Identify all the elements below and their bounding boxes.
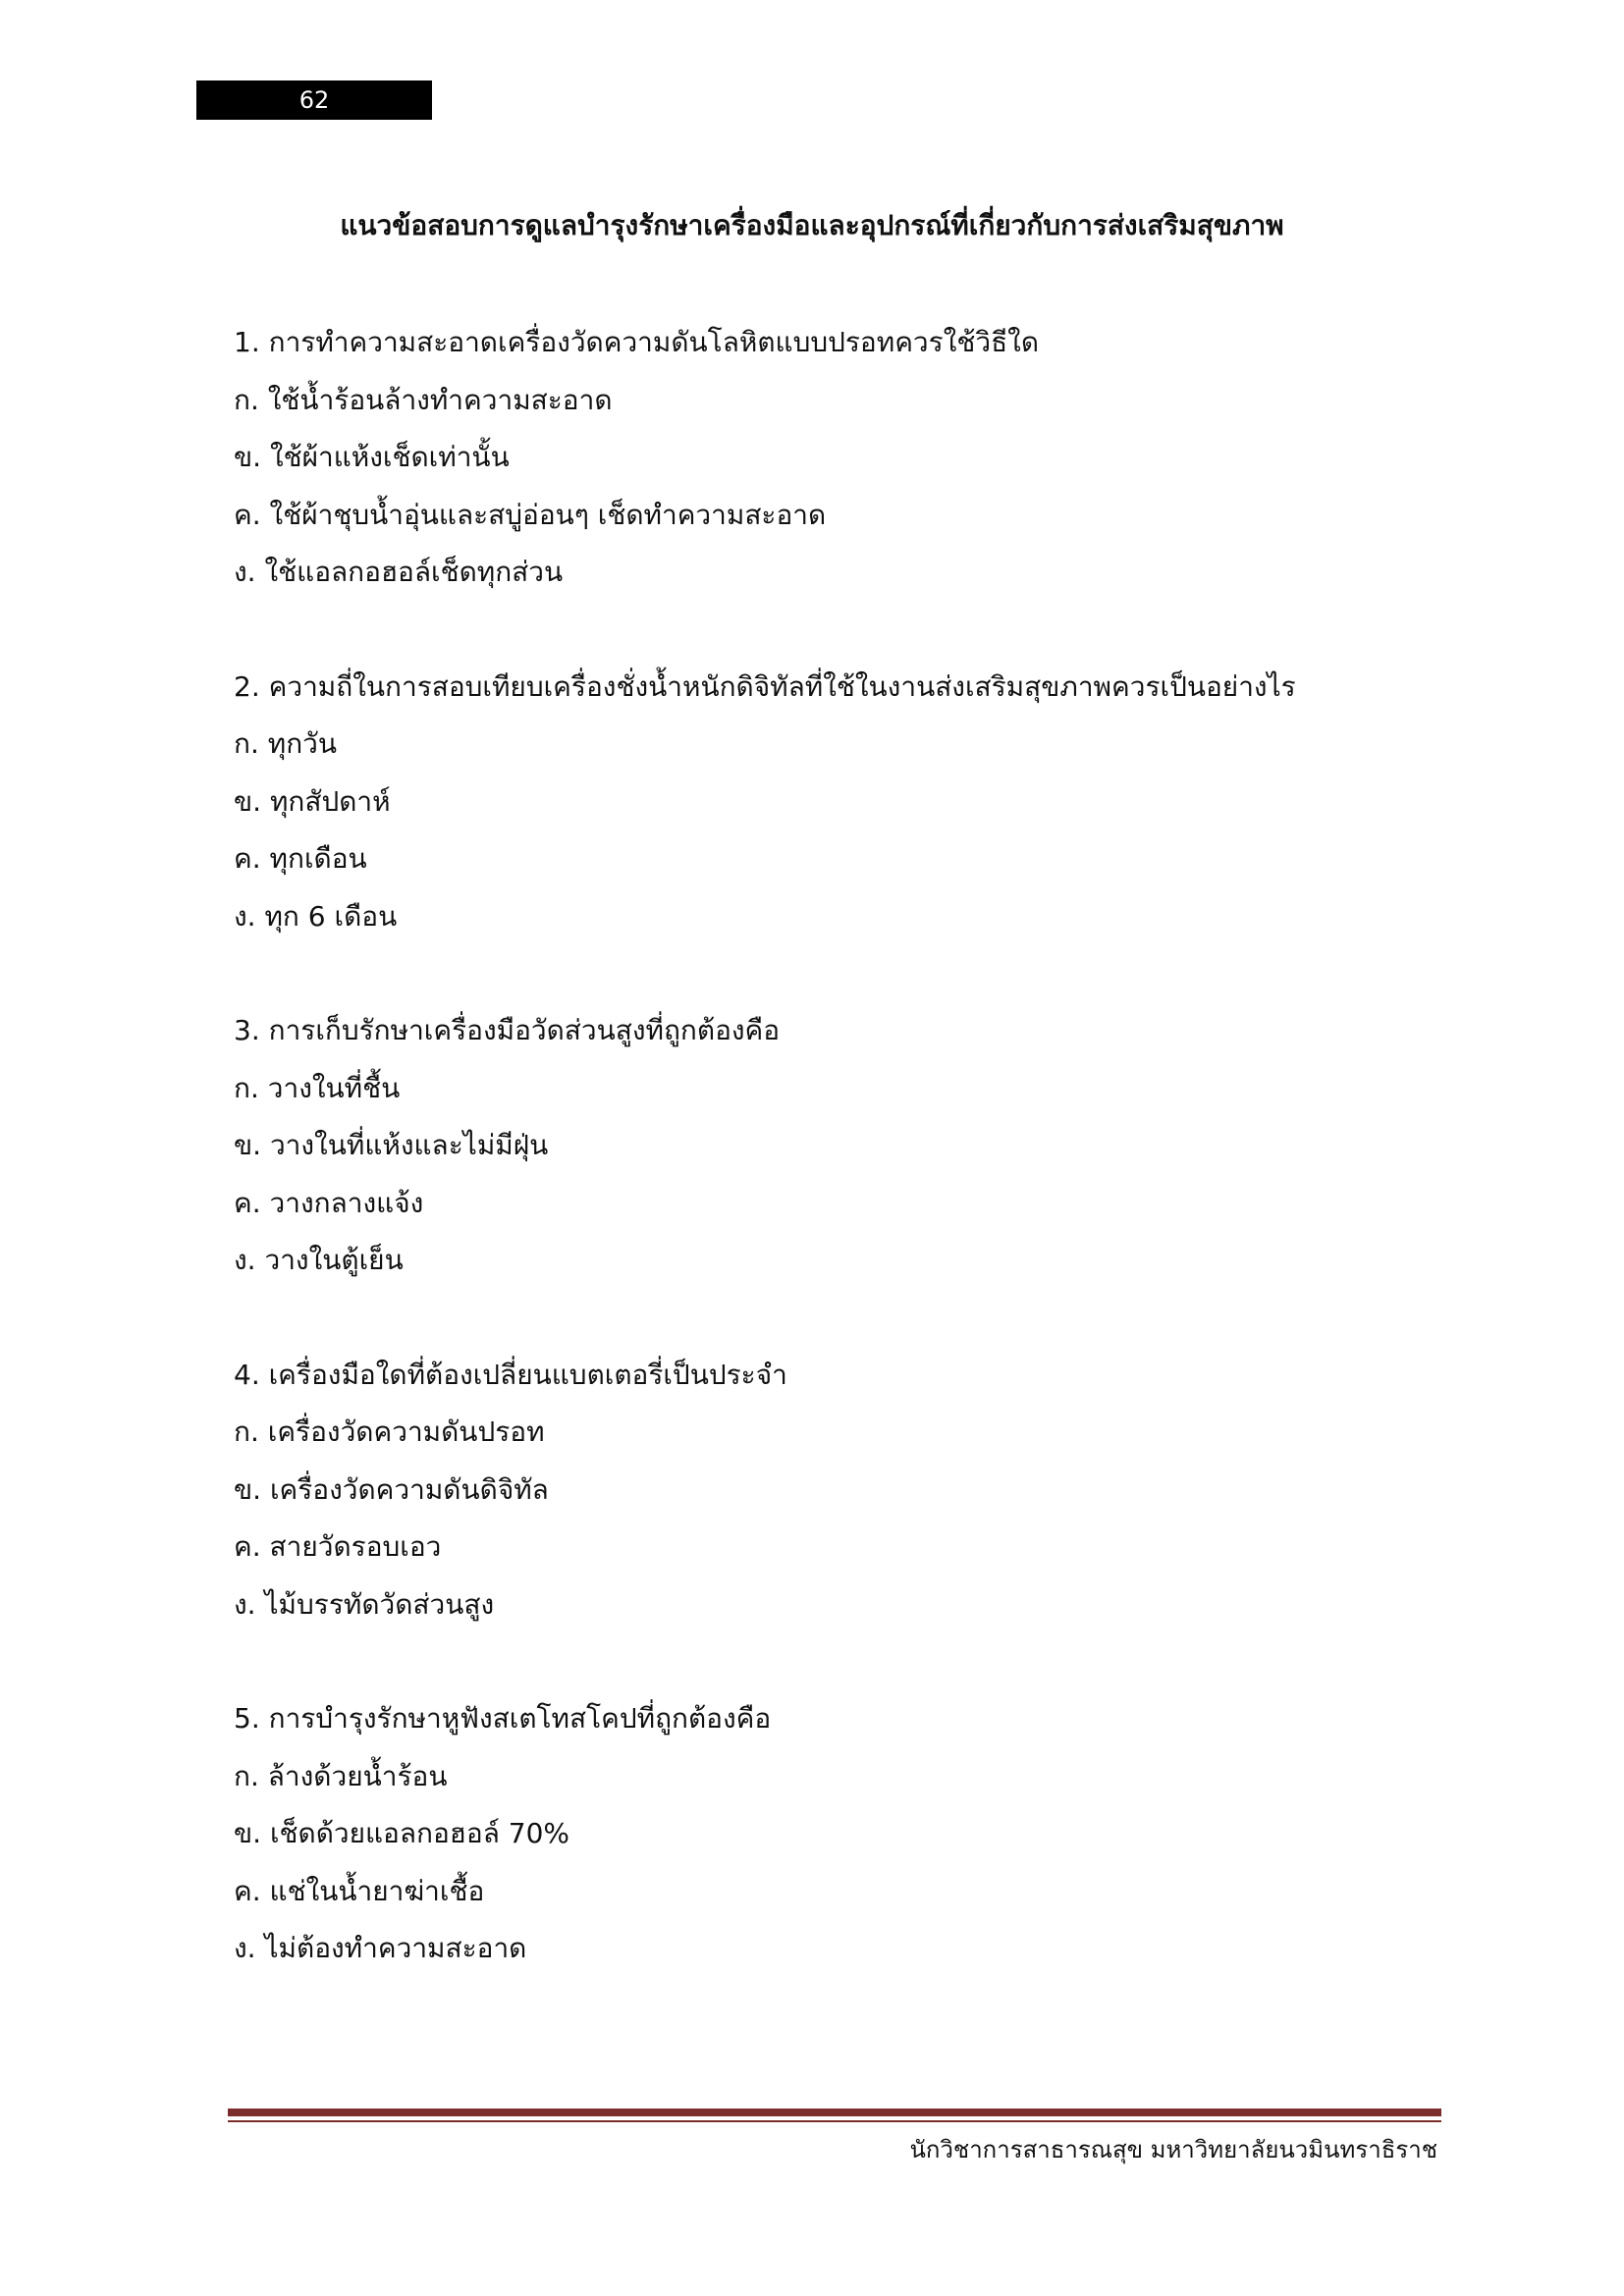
- option-c: ค. ทุกเดือน: [234, 842, 367, 875]
- option-d: ง. ทุก 6 เดือน: [234, 899, 398, 933]
- page-title: แนวข้อสอบการดูแลบำรุงรักษาเครื่องมือและอุปกรณ์ที่เกี่ยวกับการส่งเสริมสุขภาพ: [340, 209, 1284, 241]
- option-b: ข. ใช้ผ้าแห้งเช็ดเท่านั้น: [234, 441, 510, 473]
- option-a: ก. วางในที่ชื้น: [234, 1071, 401, 1104]
- option-a: ก. เครื่องวัดความดันปรอท: [234, 1415, 545, 1448]
- question-text: 1. การทำความสะอาดเครื่องวัดความดันโลหิตแบบปรอทควรใช้วิธีใด: [234, 326, 1040, 358]
- option-a: ก. ใช้น้ำร้อนล้างทำความสะอาด: [234, 383, 613, 416]
- option-a: ก. ทุกวัน: [234, 727, 338, 760]
- question-1: [234, 314, 1412, 602]
- option-c: ค. วางกลางแจ้ง: [234, 1186, 424, 1219]
- option-d: ง. ไม้บรรทัดวัดส่วนสูง: [234, 1587, 495, 1621]
- option-d: ง. วางในตู้เย็น: [234, 1244, 404, 1276]
- question-text: 4. เครื่องมือใดที่ต้องเปลี่ยนแบตเตอรี่เป็นประจำ: [234, 1358, 787, 1391]
- footer-text: นักวิชาการสาธารณสุข มหาวิทยาลัยนวมินทราธิราช: [909, 2136, 1437, 2163]
- question-5: [234, 1690, 1412, 1978]
- question-list: [234, 314, 1412, 2035]
- option-c: ค. แช่ในน้ำยาฆ่าเชื้อ: [234, 1874, 485, 1907]
- question-3: [234, 1002, 1412, 1290]
- footer-rule-thick: [228, 2109, 1441, 2116]
- option-b: ข. เช็ดด้วยแอลกอฮอล์ 70%: [234, 1817, 570, 1849]
- question-text: 2. ความถี่ในการสอบเทียบเครื่องชั่งน้ำหนักดิจิทัลที่ใช้ในงานส่งเสริมสุขภาพควรเป็นอย่างไร: [234, 669, 1296, 703]
- option-c: ค. ใช้ผ้าชุบน้ำอุ่นและสบู่อ่อนๆ เช็ดทำความสะอาด: [234, 498, 827, 531]
- option-b: ข. ทุกสัปดาห์: [234, 784, 391, 818]
- page-number: 62: [196, 80, 432, 120]
- option-c: ค. สายวัดรอบเอว: [234, 1530, 442, 1563]
- question-text: 3. การเก็บรักษาเครื่องมือวัดส่วนสูงที่ถูกต้องคือ: [234, 1014, 781, 1046]
- footer-rule-thin: [228, 2120, 1441, 2122]
- question-2: [234, 659, 1412, 946]
- option-a: ก. ล้างด้วยน้ำร้อน: [234, 1759, 448, 1792]
- option-b: ข. เครื่องวัดความดันดิจิทัล: [234, 1472, 549, 1506]
- question-text: 5. การบำรุงรักษาหูฟังสเตโทสโคปที่ถูกต้องคือ: [234, 1702, 772, 1735]
- option-d: ง. ไม่ต้องทำความสะอาด: [234, 1932, 527, 1964]
- option-b: ข. วางในที่แห้งและไม่มีฝุ่น: [234, 1129, 549, 1161]
- question-4: [234, 1347, 1412, 1634]
- option-d: ง. ใช้แอลกอฮอล์เช็ดทุกส่วน: [234, 556, 564, 588]
